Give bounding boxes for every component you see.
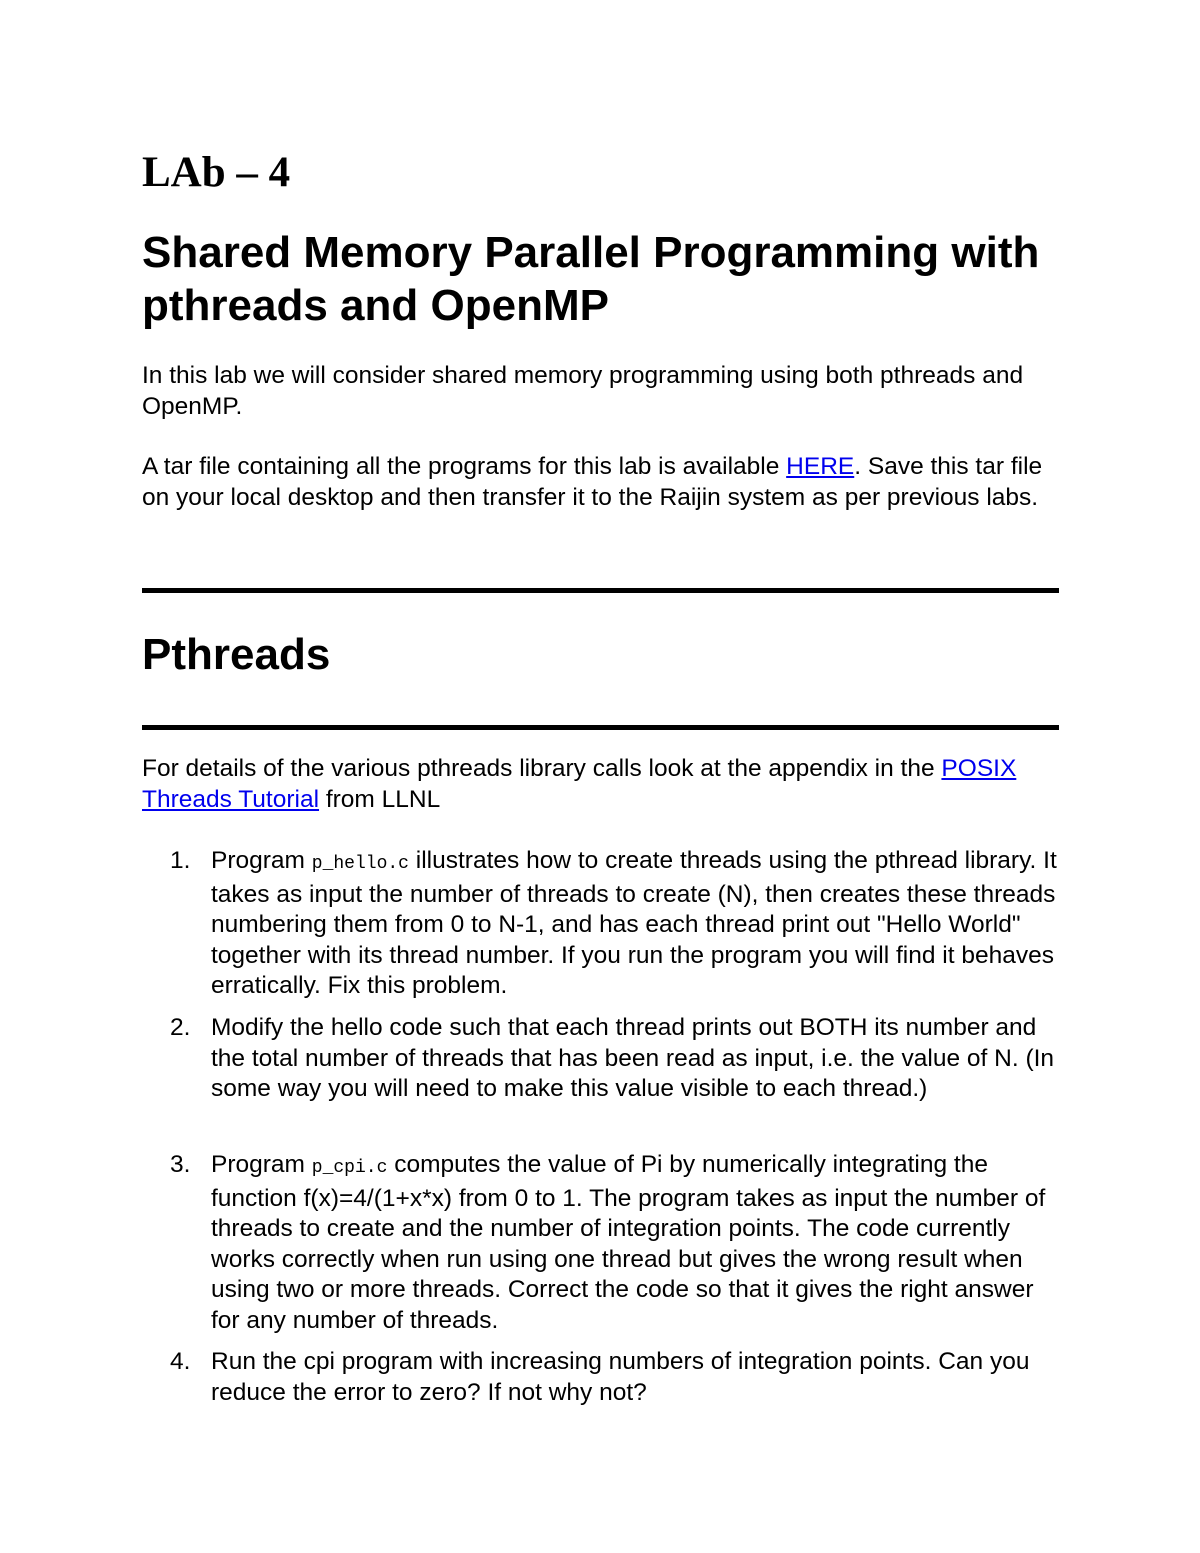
list-item-text: Run the cpi program with increasing numbers of integration points. Can you reduce the error to zero? If not why not? (211, 1348, 1030, 1406)
tar-text-before: A tar file containing all the programs for this lab is available (142, 453, 787, 480)
list-item-text: Modify the hello code such that each thread prints out BOTH its number and the total number of threads that has been read as input, i.e. the value of N. (In some way you will need to make this value visible to each thread.) (211, 1014, 1055, 1102)
list-item-text (211, 1150, 1060, 1336)
task-text-before: Program (211, 1151, 312, 1178)
horizontal-rule (142, 725, 1059, 730)
horizontal-rule (142, 588, 1059, 593)
here-link[interactable]: HERE (786, 453, 855, 480)
task-text-before: Program (211, 847, 312, 874)
section-heading-pthreads: Pthreads (142, 630, 331, 679)
main-heading: Shared Memory Parallel Programming with pthreads and OpenMP (142, 228, 1040, 330)
tar-file-paragraph (142, 452, 1060, 513)
details-text-before: For details of the various pthreads library calls look at the appendix in the (142, 755, 942, 782)
list-item-text (211, 846, 1060, 1002)
posix-threads-tutorial-link[interactable]: POSIX Threads Tutorial (142, 755, 1017, 813)
details-text-after: from LLNL (319, 785, 441, 813)
code-filename: p_hello.c (311, 854, 409, 874)
list-item-number: 2. (170, 1014, 191, 1041)
intro-paragraph: In this lab we will consider shared memory programming using both pthreads and OpenMP. (142, 362, 1024, 420)
details-paragraph (142, 754, 1060, 815)
list-item-number: 1. (170, 847, 191, 874)
list-item-number: 3. (170, 1151, 191, 1178)
tar-text-after: . Save this tar file on your local desktop and then transfer it to the Raijin system as per previous labs. (142, 453, 1043, 511)
code-filename: p_cpi.c (311, 1158, 388, 1178)
list-item-number: 4. (170, 1348, 191, 1375)
task-text-after: computes the value of Pi by numerically integrating the function f(x)=4/(1+x*x) from 0 to 1. The program takes as input the number of threads to create and the number of integration points. The code currently works correctly when run using one thread but gives the wrong result when using two or more threads. Correct the code so that it gives the right answer for any number of threads. (211, 1151, 1046, 1334)
lab-title: LAb – 4 (142, 149, 291, 196)
task-text-after: illustrates how to create threads using the pthread library. It takes as input the number of threads to create (N), then creates these threads numbering them from 0 to N-1, and has each thread print out "Hello World" together with its thread number. If you run the program you will find it behaves erratically. Fix this problem. (211, 847, 1057, 999)
